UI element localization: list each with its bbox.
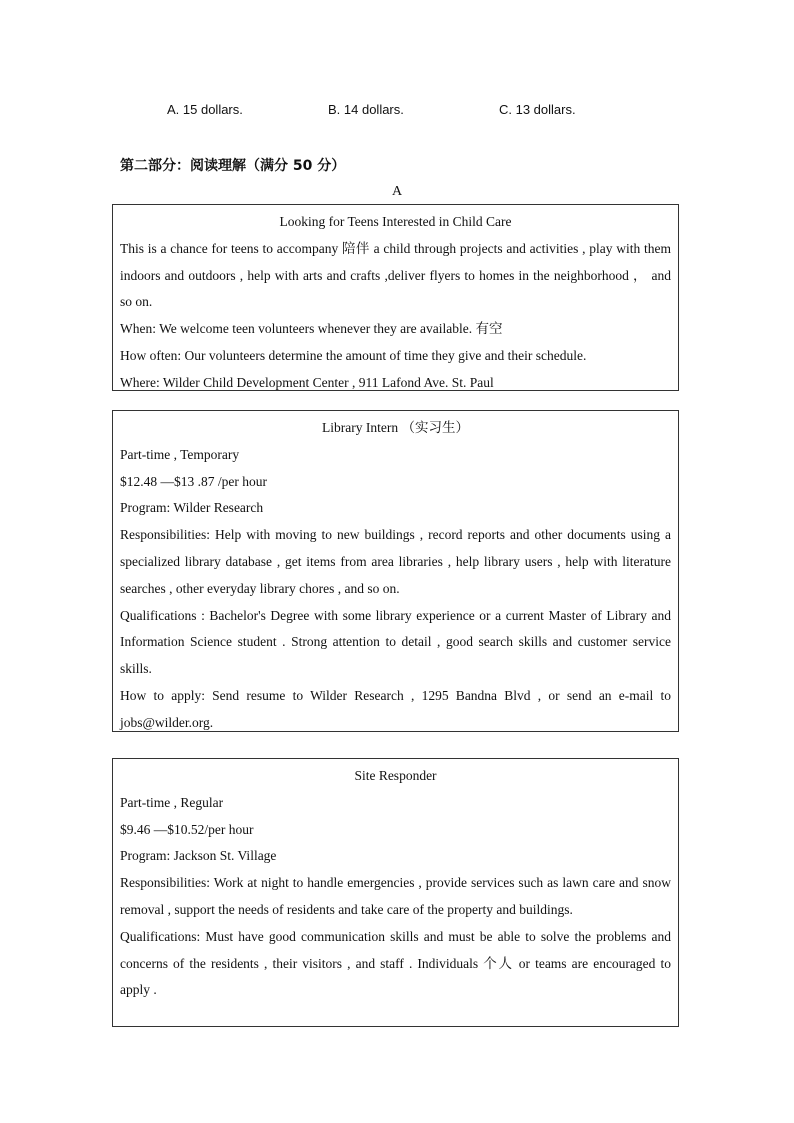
ad-title: Looking for Teens Interested in Child Care xyxy=(279,214,512,229)
ad-qualifications: Qualifications : Bachelor's Degree with some library experience or a current Master of Library and Information Science student . Strong attention to detail , good search skills and customer service skills. xyxy=(120,607,671,677)
option-c: C. 13 dollars. xyxy=(499,102,576,117)
ad-responsibilities: Responsibilities: Help with moving to new buildings , record reports and other documents using a specialized library database , get items from area libraries , help library users , help with literature searches , other everyday library chores , and so on. xyxy=(120,527,671,596)
ad-program: Program: Jackson St. Village xyxy=(120,848,277,864)
ad-when: When: We welcome teen volunteers whenever they are available. 有空 xyxy=(120,321,503,337)
ad-pay: $9.46 —$10.52/per hour xyxy=(120,821,254,837)
ad-site-responder xyxy=(112,758,679,1027)
ad-type: Part-time , Temporary xyxy=(120,446,240,462)
answer-options xyxy=(0,102,794,122)
ad-where: Where: Wilder Child Development Center , 911 Lafond Ave. St. Paul xyxy=(120,374,494,390)
section-heading: 第二部分：阅读理解（满分 50 分） xyxy=(120,158,346,174)
ad-type: Part-time , Regular xyxy=(120,794,224,810)
ad-pay: $12.48 —$13 .87 /per hour xyxy=(120,473,267,489)
ad-child-care xyxy=(112,204,679,391)
ad-responsibilities: Responsibilities: Work at night to handle emergencies , provide services such as lawn care and snow removal , support the needs of residents and take care of the property and buildings. xyxy=(120,875,671,917)
ad-program: Program: Wilder Research xyxy=(120,500,264,516)
option-a: A. 15 dollars. xyxy=(167,102,243,117)
option-b: B. 14 dollars. xyxy=(328,102,404,117)
ad-intro: This is a chance for teens to accompany 陪伴 a child through projects and activities , play with them indoors and outdoors , help with arts and crafts ,deliver flyers to homes in the neighborhood ， and so on. xyxy=(120,240,671,310)
ad-how-often: How often: Our volunteers determine the amount of time they give and their schedule. xyxy=(120,347,587,363)
ad-how-to-apply: How to apply: Send resume to Wilder Research , 1295 Bandna Blvd , or send an e-mail to jobs@wilder.org. xyxy=(120,687,671,730)
ad-title: Library Intern （实习生） xyxy=(322,420,469,435)
ad-library-intern xyxy=(112,410,679,732)
ad-qualifications: Qualifications: Must have good communication skills and must be able to solve the problems and concerns of the residents , their visitors , and staff . Individuals 个人 or teams are encouraged to apply . xyxy=(120,928,671,998)
passage-letter: A xyxy=(391,184,403,199)
ad-title: Site Responder xyxy=(354,768,437,783)
